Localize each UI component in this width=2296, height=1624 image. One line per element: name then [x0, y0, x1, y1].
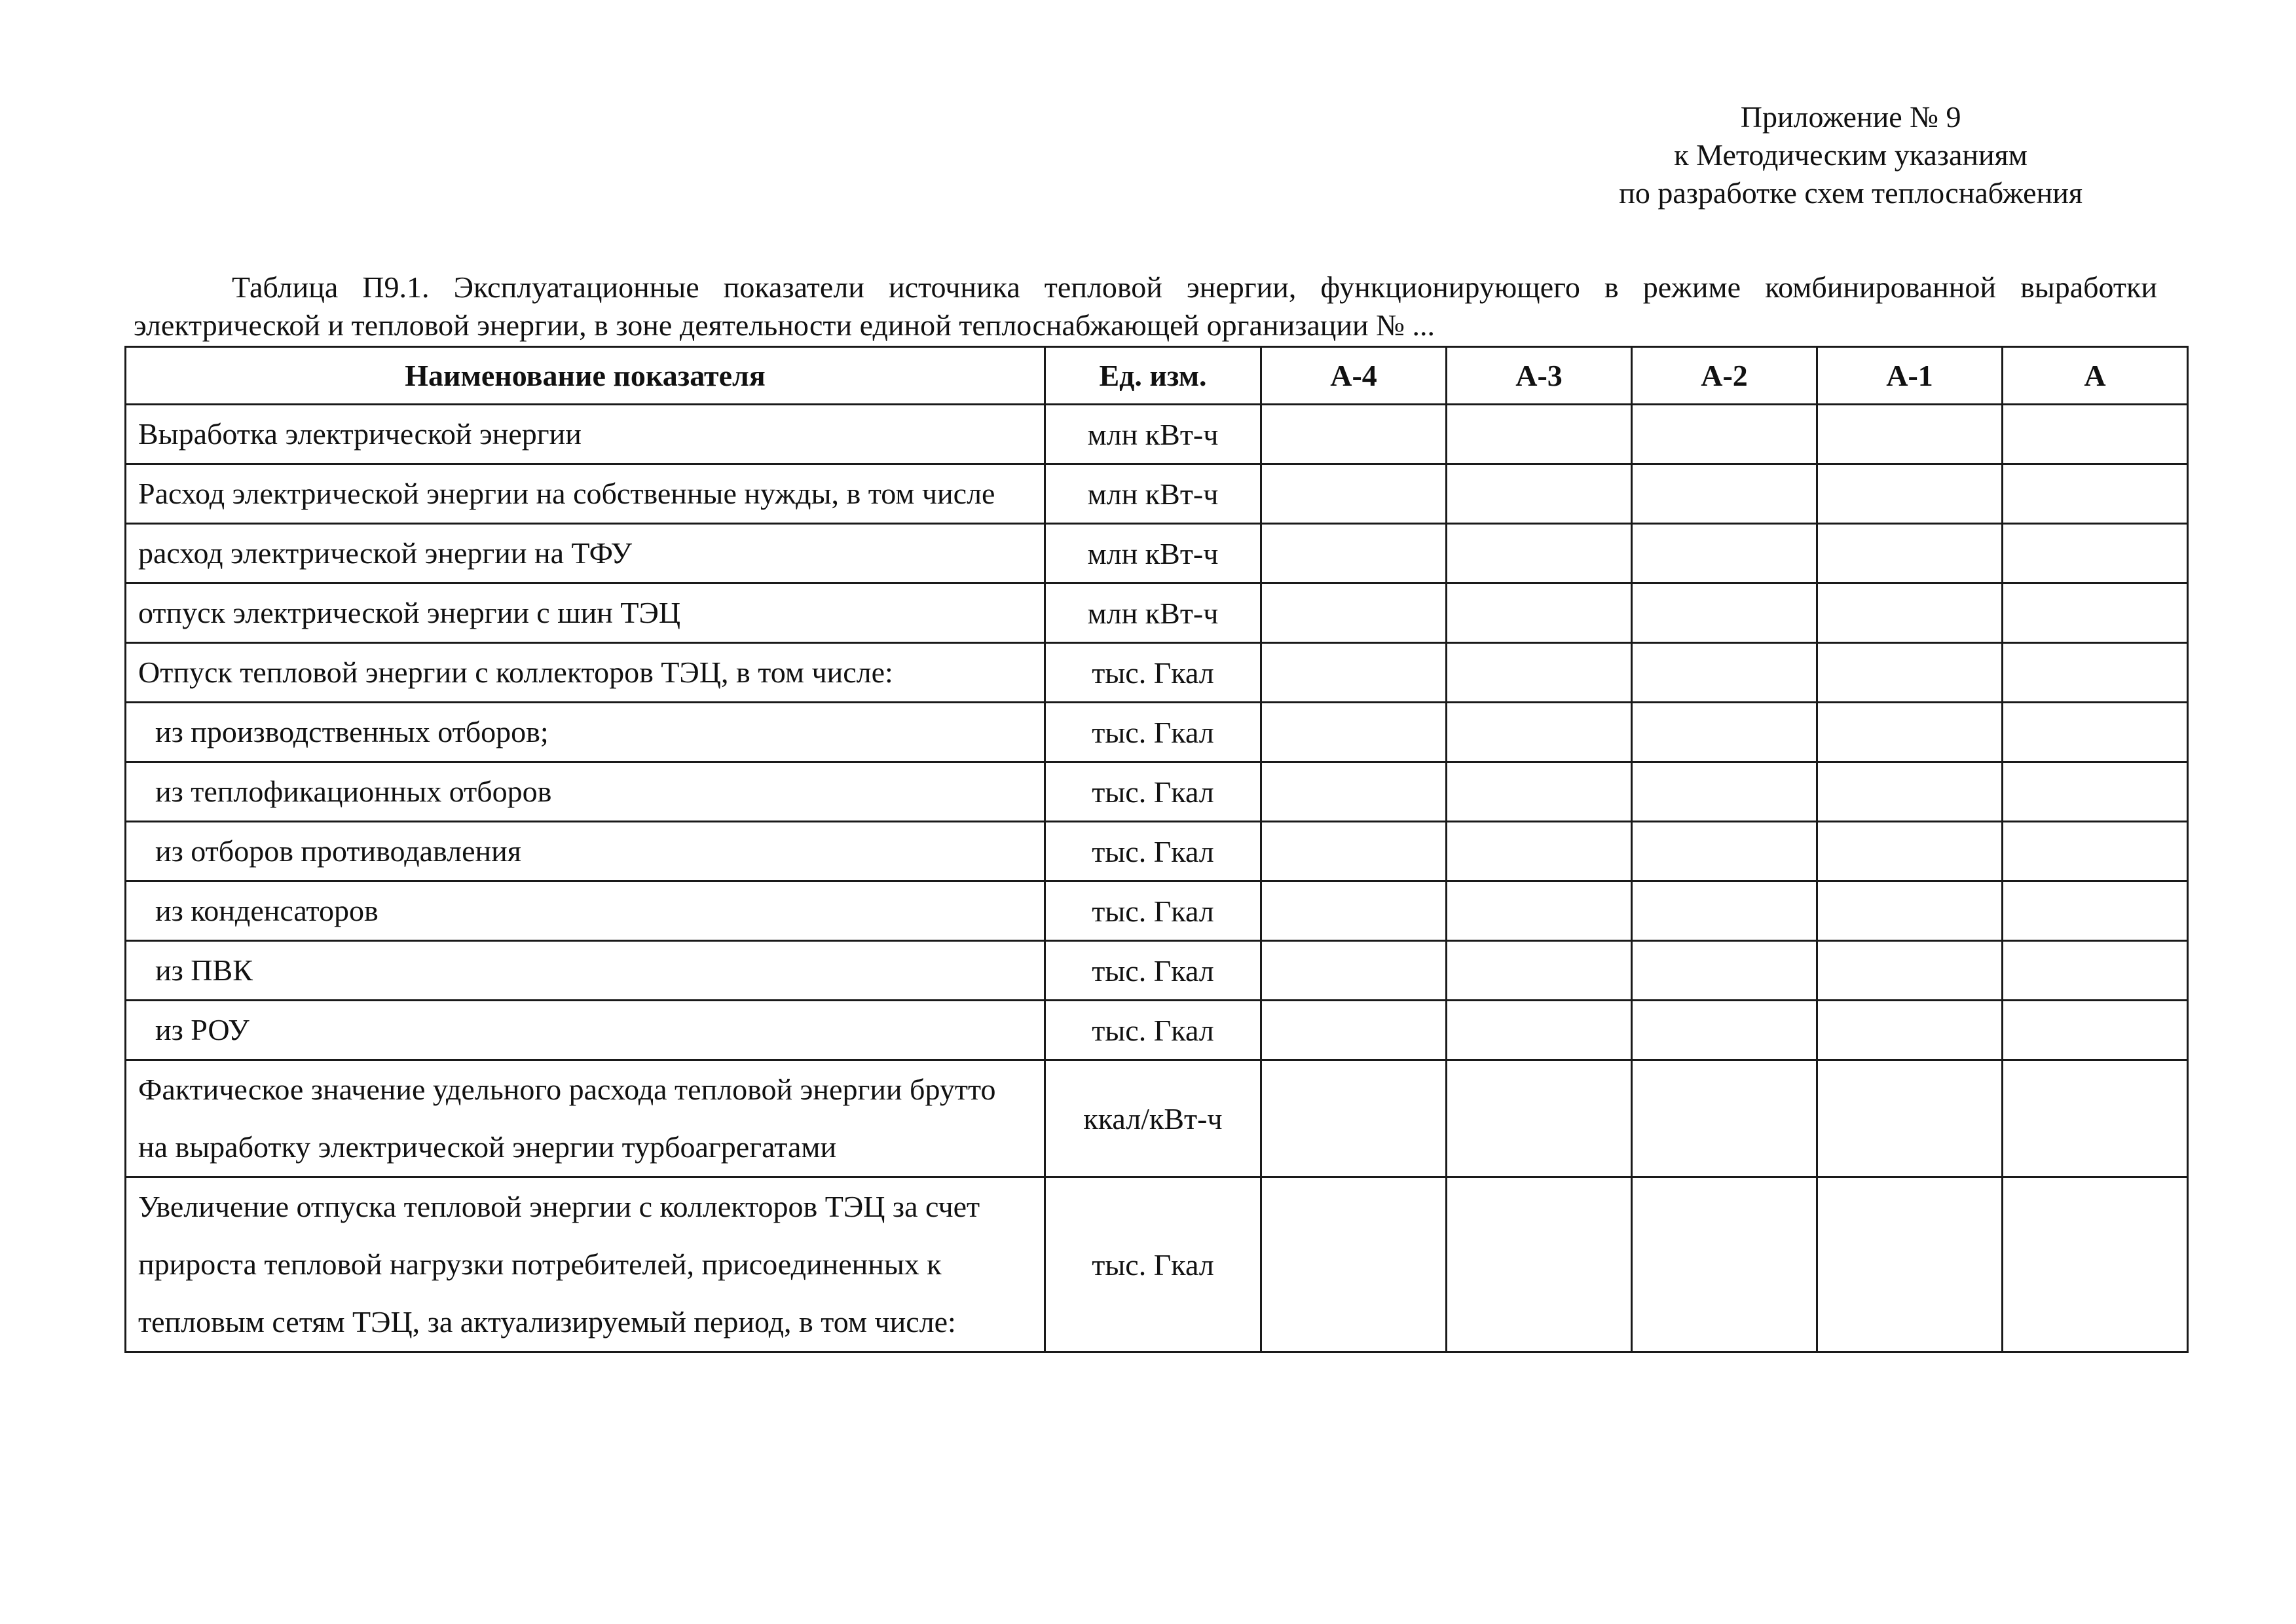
value-cell	[2003, 643, 2188, 703]
value-cell	[1261, 941, 1447, 1001]
value-cell	[1817, 762, 2003, 822]
table-row	[126, 643, 2188, 703]
col-header-indicator: Наименование показателя	[126, 347, 1045, 405]
value-cell	[1261, 1060, 1447, 1177]
value-cell	[1261, 1001, 1447, 1060]
value-cell	[1632, 524, 1817, 583]
value-cell	[2003, 941, 2188, 1001]
value-cell	[1632, 583, 1817, 643]
appendix-header	[1619, 98, 2083, 212]
row-unit: млн кВт-ч	[1045, 464, 1261, 524]
value-cell	[2003, 405, 2188, 464]
row-name: Выработка электрической энергии	[126, 405, 1045, 464]
value-cell	[1447, 822, 1632, 881]
value-cell	[1817, 941, 2003, 1001]
value-cell	[1261, 703, 1447, 762]
value-cell	[1632, 881, 1817, 941]
row-unit: тыс. Гкал	[1045, 822, 1261, 881]
row-unit: млн кВт-ч	[1045, 583, 1261, 643]
value-cell	[2003, 524, 2188, 583]
value-cell	[1447, 881, 1632, 941]
table-row	[126, 822, 2188, 881]
row-name: Фактическое значение удельного расхода тепловой энергии брутто на выработку электрической энергии турбоагрегатами	[126, 1060, 1045, 1177]
value-cell	[1447, 583, 1632, 643]
value-cell	[1817, 881, 2003, 941]
value-cell	[1261, 881, 1447, 941]
value-cell	[1261, 762, 1447, 822]
value-cell	[1261, 464, 1447, 524]
value-cell	[1817, 405, 2003, 464]
value-cell	[1632, 822, 1817, 881]
appendix-line-1: Приложение № 9	[1740, 100, 1961, 134]
row-name: из РОУ	[126, 1001, 1045, 1060]
table-row	[126, 524, 2188, 583]
row-name: из ПВК	[126, 941, 1045, 1001]
value-cell	[2003, 464, 2188, 524]
row-unit: тыс. Гкал	[1045, 941, 1261, 1001]
value-cell	[1817, 1177, 2003, 1352]
row-name: из теплофикационных отборов	[126, 762, 1045, 822]
value-cell	[1817, 464, 2003, 524]
value-cell	[1447, 1177, 1632, 1352]
value-cell	[1447, 464, 1632, 524]
value-cell	[2003, 1060, 2188, 1177]
row-unit: тыс. Гкал	[1045, 1177, 1261, 1352]
col-header-a2: А-2	[1632, 347, 1817, 405]
table-row	[126, 464, 2188, 524]
appendix-line-2: к Методическим указаниям	[1674, 138, 2028, 172]
row-unit: ккал/кВт-ч	[1045, 1060, 1261, 1177]
col-header-unit: Ед. изм.	[1045, 347, 1261, 405]
row-unit: млн кВт-ч	[1045, 524, 1261, 583]
row-name: отпуск электрической энергии с шин ТЭЦ	[126, 583, 1045, 643]
row-unit: тыс. Гкал	[1045, 881, 1261, 941]
value-cell	[2003, 583, 2188, 643]
value-cell	[2003, 1001, 2188, 1060]
table-row	[126, 703, 2188, 762]
table-row	[126, 881, 2188, 941]
table-caption: Таблица П9.1. Эксплуатационные показатели источника тепловой энергии, функционирующего в режиме комбинированной выработки электрической и тепловой энергии, в зоне деятельности единой теплоснабжающей организации № ...	[134, 270, 2157, 342]
value-cell	[1447, 1060, 1632, 1177]
value-cell	[1632, 464, 1817, 524]
value-cell	[1447, 941, 1632, 1001]
value-cell	[2003, 881, 2188, 941]
value-cell	[1632, 1177, 1817, 1352]
value-cell	[1632, 643, 1817, 703]
row-unit: млн кВт-ч	[1045, 405, 1261, 464]
value-cell	[1817, 643, 2003, 703]
value-cell	[1261, 643, 1447, 703]
row-name: из отборов противодавления	[126, 822, 1045, 881]
col-header-a4: А-4	[1261, 347, 1447, 405]
value-cell	[1817, 524, 2003, 583]
value-cell	[1447, 643, 1632, 703]
row-name: расход электрической энергии на ТФУ	[126, 524, 1045, 583]
value-cell	[1261, 822, 1447, 881]
table-row	[126, 941, 2188, 1001]
value-cell	[1632, 941, 1817, 1001]
row-name: Увеличение отпуска тепловой энергии с коллекторов ТЭЦ за счет прироста тепловой нагрузки потребителей, присоединенных к тепловым сетям ТЭЦ, за актуализируемый период, в том числе:	[126, 1177, 1045, 1352]
table-row	[126, 762, 2188, 822]
indicators-table	[124, 346, 2189, 1353]
col-header-a: А	[2003, 347, 2188, 405]
row-name: из производственных отборов;	[126, 703, 1045, 762]
value-cell	[2003, 1177, 2188, 1352]
value-cell	[1261, 1177, 1447, 1352]
value-cell	[1817, 1060, 2003, 1177]
row-unit: тыс. Гкал	[1045, 643, 1261, 703]
value-cell	[1261, 583, 1447, 643]
table-row	[126, 405, 2188, 464]
value-cell	[2003, 703, 2188, 762]
row-name: Расход электрической энергии на собственные нужды, в том числе	[126, 464, 1045, 524]
table-row	[126, 1060, 2188, 1177]
value-cell	[1632, 703, 1817, 762]
value-cell	[1261, 405, 1447, 464]
value-cell	[2003, 822, 2188, 881]
row-name: Отпуск тепловой энергии с коллекторов ТЭЦ, в том числе:	[126, 643, 1045, 703]
value-cell	[1632, 405, 1817, 464]
value-cell	[1632, 1060, 1817, 1177]
value-cell	[1632, 1001, 1817, 1060]
value-cell	[1817, 583, 2003, 643]
row-unit: тыс. Гкал	[1045, 762, 1261, 822]
value-cell	[1817, 822, 2003, 881]
col-header-a1: А-1	[1817, 347, 2003, 405]
row-unit: тыс. Гкал	[1045, 703, 1261, 762]
value-cell	[1817, 703, 2003, 762]
value-cell	[1447, 703, 1632, 762]
value-cell	[1817, 1001, 2003, 1060]
value-cell	[1447, 405, 1632, 464]
appendix-line-3: по разработке схем теплоснабжения	[1619, 176, 2083, 210]
row-name: из конденсаторов	[126, 881, 1045, 941]
table-header-row	[126, 347, 2188, 405]
table-row	[126, 1001, 2188, 1060]
value-cell	[1447, 1001, 1632, 1060]
value-cell	[1447, 524, 1632, 583]
table-row	[126, 583, 2188, 643]
value-cell	[2003, 762, 2188, 822]
table-row	[126, 1177, 2188, 1352]
col-header-a3: А-3	[1447, 347, 1632, 405]
row-unit: тыс. Гкал	[1045, 1001, 1261, 1060]
value-cell	[1632, 762, 1817, 822]
value-cell	[1447, 762, 1632, 822]
value-cell	[1261, 524, 1447, 583]
